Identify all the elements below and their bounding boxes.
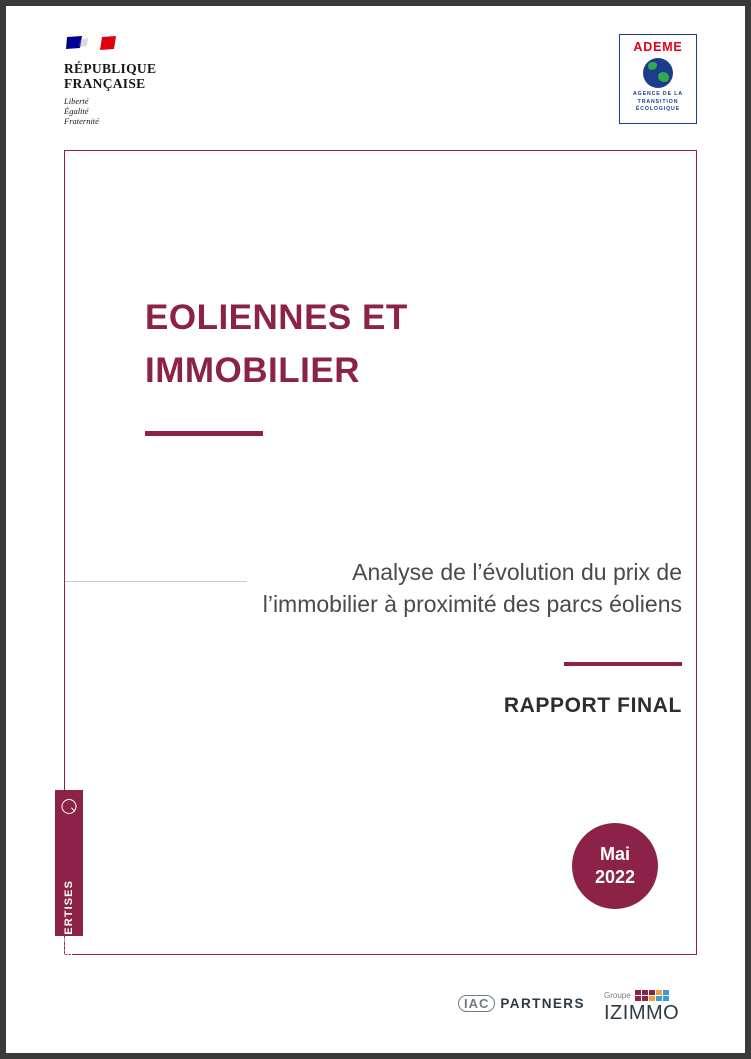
izimmo-groupe-label: Groupe (604, 990, 631, 1000)
divider-line (65, 581, 247, 582)
cover-frame (63, 150, 697, 961)
report-type-label: RAPPORT FINAL (503, 694, 682, 717)
iac-mark: IAC (458, 995, 495, 1012)
republique-francaise-logo (64, 34, 194, 126)
globe-icon (643, 58, 673, 88)
side-tab-label: EXPERTISES (63, 879, 75, 961)
ademe-logo (619, 34, 697, 124)
republic-name: RÉPUBLIQUE FRANÇAISE (64, 61, 157, 91)
iac-partners-logo (458, 995, 585, 1012)
expertises-side-tab (55, 790, 83, 961)
document-page (6, 6, 745, 1053)
iac-wordmark: PARTNERS (500, 996, 585, 1011)
page-title: EOLIENNES ET IMMOBILIER (145, 298, 408, 390)
date-badge (572, 823, 658, 909)
izimmo-logo (604, 989, 694, 1024)
ademe-wordmark: ADEME (633, 40, 683, 54)
page-header (6, 6, 745, 146)
page-subtitle: Analyse de l’évolution du prix de l’immobilier à proximité des parcs éoliens (262, 559, 682, 617)
izimmo-top-row (604, 989, 694, 1001)
izimmo-dots-icon (635, 990, 669, 1001)
title-underline (145, 431, 263, 436)
izimmo-wordmark: IZIMMO (604, 1002, 680, 1024)
page-footer (6, 981, 745, 1041)
ademe-subtitle: AGENCE DE LA TRANSITION ÉCOLOGIQUE (633, 91, 683, 112)
date-badge-year: 2022 (594, 867, 636, 887)
date-badge-month: Mai (599, 844, 630, 864)
french-flag-marianne-icon (64, 34, 120, 56)
magnifier-icon (62, 799, 77, 814)
republic-motto: Liberté Égalité Fraternité (64, 96, 99, 126)
subtitle-underline (564, 662, 682, 666)
